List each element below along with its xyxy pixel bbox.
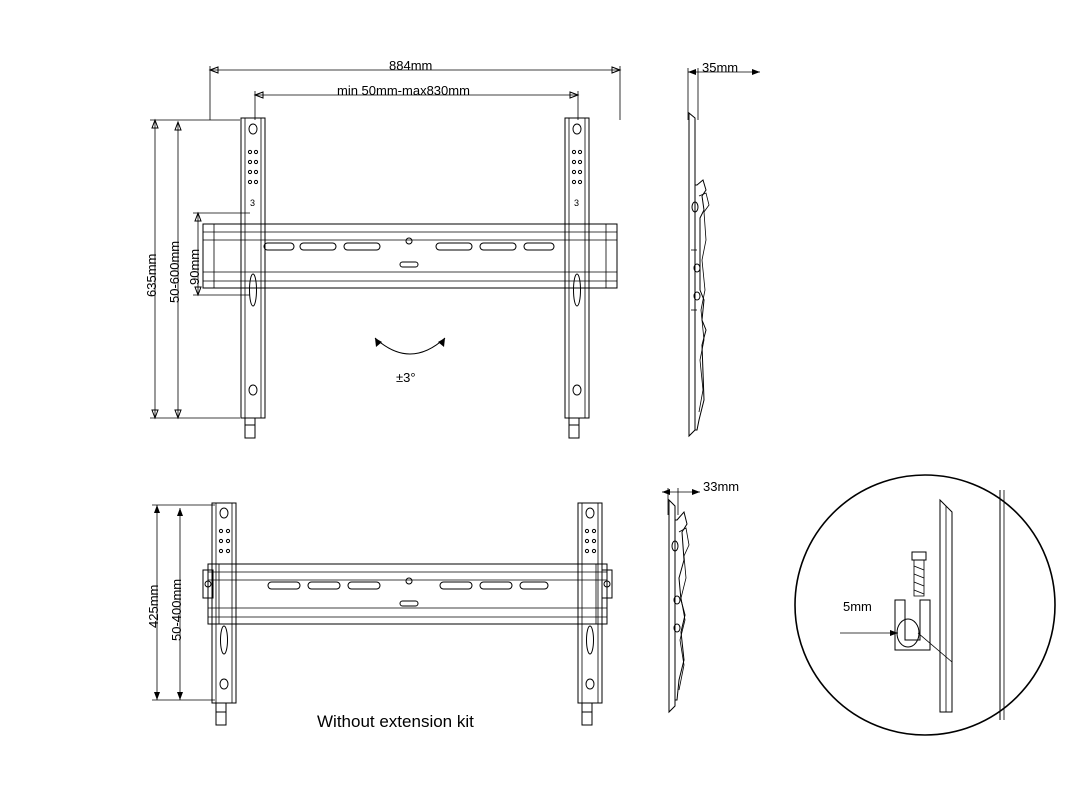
dim-vesa-height-range-bottom: 50-400mm: [169, 578, 184, 641]
dim-span-range: min 50mm-max830mm: [337, 83, 470, 98]
dim-overall-height: 635mm: [144, 253, 159, 297]
bottom-side-view: [662, 488, 700, 712]
detail-callout: [795, 475, 1055, 735]
dim-wall-gap-label: 5mm: [843, 599, 872, 614]
dim-overall-height-bottom: 425mm: [146, 584, 161, 628]
top-front-view: [150, 66, 620, 438]
plate-mark-left: 3: [250, 198, 256, 208]
dim-depth-top: 35mm: [702, 60, 739, 75]
dim-overall-width: 884mm: [389, 58, 433, 73]
dim-bracket-offset: 90mm: [187, 248, 202, 285]
bottom-front-view: [152, 503, 612, 725]
dim-depth-bottom: 33mm: [703, 479, 740, 494]
diagram-caption: Without extension kit: [317, 712, 474, 731]
plate-mark-right: 3: [574, 198, 580, 208]
top-side-view: [688, 68, 760, 436]
tilt-angle-label: ±3°: [396, 370, 416, 385]
dim-vesa-height-range: 50-600mm: [167, 240, 182, 303]
